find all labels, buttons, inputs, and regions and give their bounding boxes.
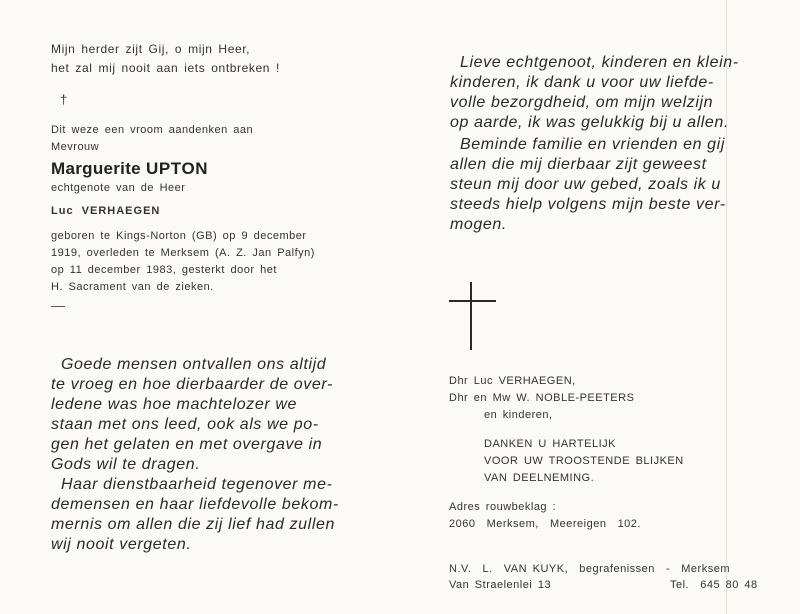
psalm-line-1: Mijn herder zijt Gij, o mijn Heer, bbox=[51, 42, 251, 56]
memorial-line-1: Dit weze een vroom aandenken aan bbox=[51, 124, 254, 136]
family-line-3: en kinderen, bbox=[484, 409, 553, 421]
printer-tel: Tel. 645 80 48 bbox=[670, 579, 758, 591]
memorial-line-2: Mevrouw bbox=[51, 141, 100, 153]
cross-icon-horizontal bbox=[449, 300, 496, 302]
separator-dash bbox=[51, 306, 65, 307]
message1-line-1: Lieve echtgenoot, kinderen en klein- bbox=[460, 54, 739, 71]
message2-line-1: Beminde familie en vrienden en gij bbox=[460, 136, 725, 153]
birth-death-line-1: geboren te Kings-Norton (GB) op 9 december bbox=[51, 230, 307, 242]
birth-death-line-2: 1919, overleden te Merksem (A. Z. Jan Palfyn) bbox=[51, 247, 315, 259]
psalm-line-2: het zal mij nooit aan iets ontbreken ! bbox=[51, 61, 280, 75]
deceased-first-name: Marguerite bbox=[51, 159, 141, 178]
poem2-line-1: Haar dienstbaarheid tegenover me- bbox=[61, 476, 333, 493]
deceased-last-name: UPTON bbox=[145, 159, 209, 178]
fold-line bbox=[726, 0, 727, 614]
message2-line-5: mogen. bbox=[450, 216, 507, 233]
poem1-line-5: gen het gelaten en met overgave in bbox=[51, 436, 323, 453]
cross-symbol: † bbox=[60, 92, 68, 107]
printer-street: Van Straelenlei 13 bbox=[449, 579, 552, 591]
cross-icon-vertical bbox=[470, 282, 472, 350]
message1-line-3: volle bezorgdheid, om mijn welzijn bbox=[450, 94, 714, 111]
birth-death-line-3: op 11 december 1983, gesterkt door het bbox=[51, 264, 277, 276]
deceased-name bbox=[51, 159, 208, 179]
message2-line-4: steeds hielp volgens mijn beste ver- bbox=[450, 196, 726, 213]
message2-line-2: allen die mij dierbaar zijt geweest bbox=[450, 156, 707, 173]
poem2-line-4: wij nooit vergeten. bbox=[51, 536, 192, 553]
poem1-line-1: Goede mensen ontvallen ons altijd bbox=[61, 356, 327, 373]
poem1-line-6: Gods wil te dragen. bbox=[51, 456, 201, 473]
family-line-1: Dhr Luc VERHAEGEN, bbox=[449, 375, 576, 387]
thanks-line-1: DANKEN U HARTELIJK bbox=[484, 438, 616, 450]
message2-line-3: steun mij door uw gebed, zoals ik u bbox=[450, 176, 721, 193]
address-label: Adres rouwbeklag : bbox=[449, 501, 557, 513]
husband-name: Luc VERHAEGEN bbox=[51, 205, 161, 217]
thanks-line-2: VOOR UW TROOSTENDE BLIJKEN bbox=[484, 455, 684, 467]
thanks-line-3: VAN DEELNEMING. bbox=[484, 472, 595, 484]
poem2-line-2: demensen en haar liefdevolle bekom- bbox=[51, 496, 339, 513]
message1-line-2: kinderen, ik dank u voor uw liefde- bbox=[450, 74, 714, 91]
poem1-line-4: staan met ons leed, ook als we po- bbox=[51, 416, 319, 433]
poem2-line-3: mernis om allen die zij lief had zullen bbox=[51, 516, 335, 533]
family-line-2: Dhr en Mw W. NOBLE-PEETERS bbox=[449, 392, 635, 404]
printer-line-1: N.V. L. VAN KUYK, begrafenissen - Merksem bbox=[449, 563, 730, 575]
address-value: 2060 Merksem, Meereigen 102. bbox=[449, 518, 641, 530]
birth-death-line-4: H. Sacrament van de zieken. bbox=[51, 281, 214, 293]
spouse-label: echtgenote van de Heer bbox=[51, 182, 186, 194]
poem1-line-2: te vroeg en hoe dierbaarder de over- bbox=[51, 376, 333, 393]
message1-line-4: op aarde, ik was gelukkig bij u allen. bbox=[450, 114, 729, 131]
poem1-line-3: ledene was hoe machtelozer we bbox=[51, 396, 297, 413]
